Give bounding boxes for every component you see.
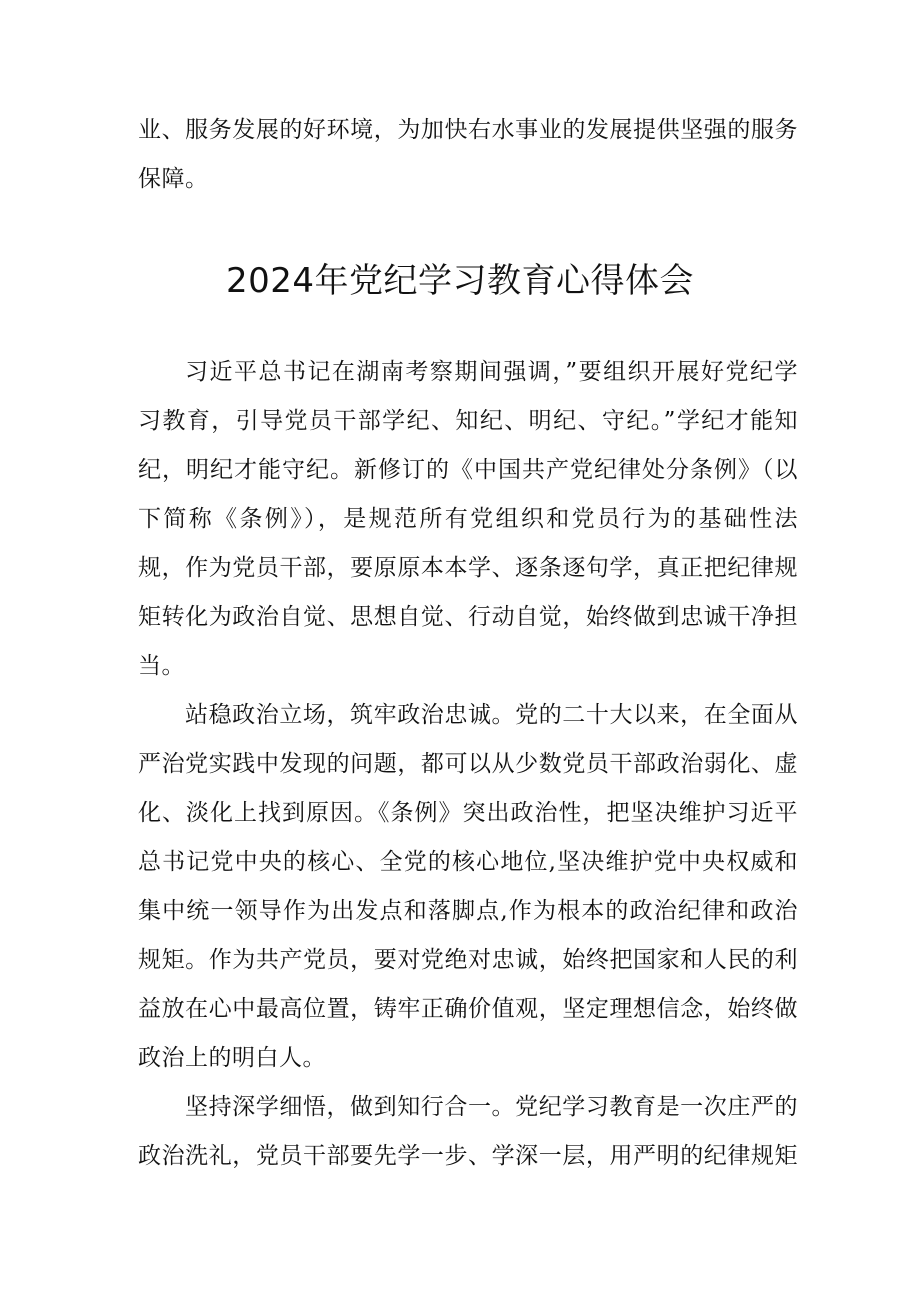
paragraph-1-line-1: 习近平总书记在湖南考察期间强调，”要组织开展好党纪学 (185, 359, 798, 385)
paragraph-3-line-2: 政治洗礼，党员干部要先学一步、学深一层，用严明的纪律规矩 (138, 1143, 798, 1169)
paragraph-1-line-6: 矩转化为政治自觉、思想自觉、行动自觉，始终做到忠诚干净担 (138, 604, 798, 630)
paragraph-2-line-1: 站稳政治立场，筑牢政治忠诚。党的二十大以来，在全面从 (185, 702, 798, 728)
paragraph-2-line-3: 化、淡化上找到原因。《条例》突出政治性，把坚决维护习近平 (138, 800, 798, 826)
paragraph-2-line-2: 严治党实践中发现的问题，都可以从少数党员干部政治弱化、虚 (138, 751, 798, 777)
paragraph-1-line-7: 当。 (138, 653, 185, 679)
continuation-line-2: 保障。 (138, 166, 209, 192)
paragraph-2-line-5: 集中统一领导作为出发点和落脚点,作为根本的政治纪律和政治 (138, 898, 798, 924)
continuation-line-1: 业、服务发展的好环境，为加快右水事业的发展提供坚强的服务 (138, 117, 798, 143)
paragraph-3-line-1: 坚持深学细悟，做到知行合一。党纪学习教育是一次庄严的 (185, 1094, 798, 1120)
paragraph-1-line-4: 下简称《条例》），是规范所有党组织和党员行为的基础性法 (138, 506, 798, 532)
paragraph-2-line-7: 益放在心中最高位置，铸牢正确价值观，坚定理想信念，始终做 (138, 996, 798, 1022)
paragraph-2-line-8: 政治上的明白人。 (138, 1045, 326, 1071)
paragraph-2-line-4: 总书记党中央的核心、全党的核心地位,坚决维护党中央权威和 (138, 849, 798, 875)
paragraph-1-line-5: 规，作为党员干部，要原原本本学、逐条逐句学，真正把纪律规 (138, 555, 798, 581)
paragraph-1-line-2: 习教育，引导党员干部学纪、知纪、明纪、守纪。”学纪才能知 (138, 408, 798, 434)
document-title: 2024年党纪学习教育心得体会 (225, 261, 695, 301)
paragraph-2-line-6: 规矩。作为共产党员，要对党绝对忠诚，始终把国家和人民的利 (138, 947, 798, 973)
paragraph-1-line-3: 纪，明纪才能守纪。新修订的《中国共产党纪律处分条例》（以 (138, 457, 798, 483)
